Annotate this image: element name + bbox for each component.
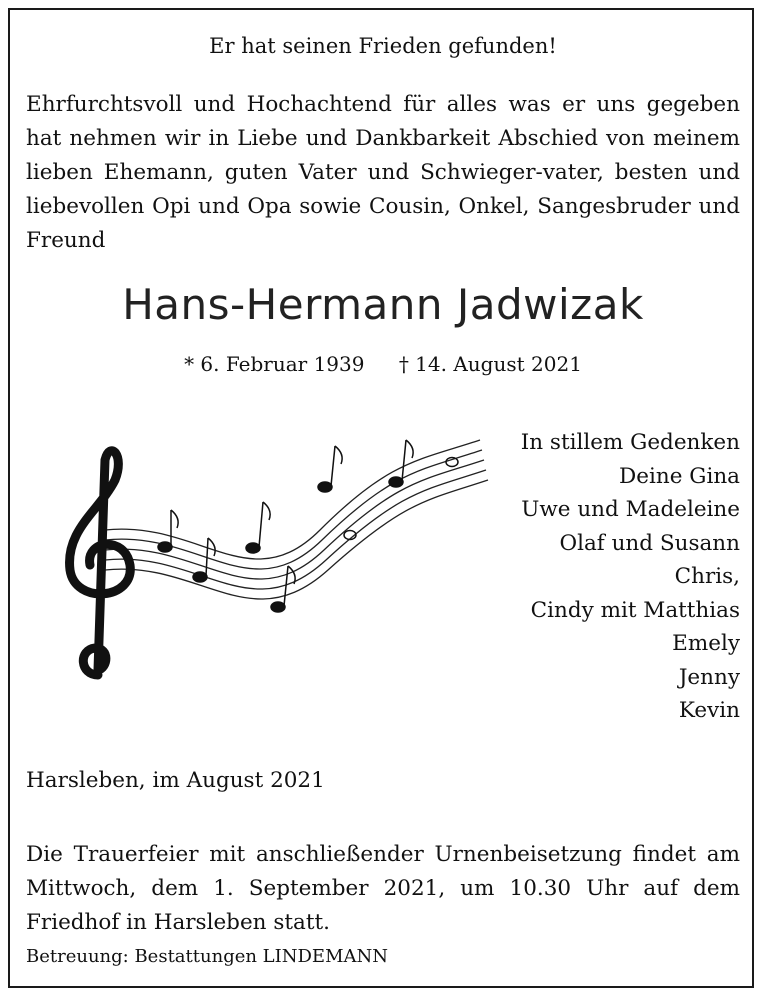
mourner: Uwe und Madeleine	[521, 497, 740, 522]
memorial-heading: In stillem Gedenken	[520, 430, 740, 455]
music-staff-illustration	[50, 400, 500, 690]
mourner: Jenny	[678, 664, 740, 690]
deceased-name: Hans-Hermann Jadwizak	[122, 280, 644, 329]
mourner: Deine Gina	[619, 463, 740, 489]
death-date: † 14. August 2021	[398, 352, 582, 376]
life-dates	[0, 352, 766, 376]
treble-clef-icon	[70, 451, 131, 675]
mourner: Olaf und Susann	[559, 530, 740, 556]
mourner: Chris,	[674, 564, 740, 589]
memorial-list	[521, 426, 740, 728]
mourner: Kevin	[678, 698, 740, 723]
mourner: Emely	[672, 631, 740, 656]
place-date: Harsleben, im August 2021	[26, 768, 325, 793]
mourner: Cindy mit Matthias	[530, 597, 740, 623]
funeral-info: Die Trauerfeier mit anschließender Urnenbeisetzung findet am Mittwoch, dem 1. September 2021, um 10.30 Uhr auf dem Friedhof in Harsleben statt.	[26, 842, 740, 935]
funeral-home: Betreuung: Bestattungen LINDEMANN	[26, 946, 388, 967]
motto: Er hat seinen Frieden gefunden!	[209, 34, 557, 58]
intro-text: Ehrfurchtsvoll und Hochachtend für alles was er uns gegeben hat nehmen wir in Liebe und Dankbarkeit Abschied von meinem lieben Ehemann, guten Vater und Schwieger-vater, besten und liebevollen Opi und Opa sowie Cousin, Onkel, Sangesbruder und Freund	[26, 92, 740, 253]
birth-date: * 6. Februar 1939	[184, 352, 365, 376]
